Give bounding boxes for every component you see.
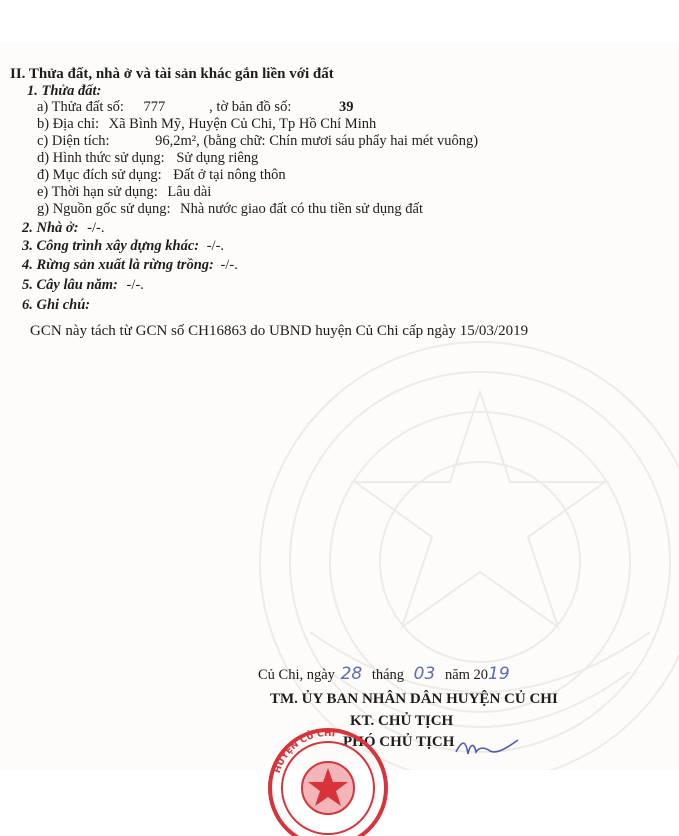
area-row (37, 133, 478, 149)
parcel-label: a) Thửa đất số: (37, 99, 124, 115)
date-year: 19 (488, 664, 510, 684)
purpose-label: đ) Mục đích sử dụng: (37, 167, 162, 183)
map-label: , tờ bản đồ số: (209, 99, 292, 115)
parcel-row (37, 99, 353, 115)
address-value: Xã Bình Mỹ, Huyện Củ Chi, Tp Hồ Chí Minh (108, 116, 377, 132)
parcel-number: 777 (143, 99, 166, 115)
use-form-row (37, 150, 258, 166)
term-label: e) Thời hạn sử dụng: (37, 184, 158, 200)
origin-row (37, 201, 423, 217)
date-month: 03 (413, 664, 436, 684)
map-number: 39 (338, 99, 354, 115)
use-form-label: d) Hình thức sử dụng: (37, 150, 165, 166)
origin-label: g) Nguồn gốc sử dụng: (37, 201, 171, 217)
date-line (258, 666, 510, 683)
note-text: GCN này tách từ GCN số CH16863 do UBND huyện Củ Chi cấp ngày 15/03/2019 (30, 323, 529, 339)
area-label: c) Diện tích: (37, 133, 110, 149)
purpose-value: Đất ở tại nông thôn (173, 167, 286, 183)
purpose-row (37, 167, 286, 183)
works-value: -/-. (206, 238, 225, 254)
origin-value: Nhà nước giao đất có thu tiền sử dụng đất (180, 201, 424, 217)
forest-row (22, 257, 238, 273)
land-heading: 1. Thửa đất: (27, 83, 102, 99)
address-row (37, 116, 376, 132)
date-place: Củ Chi, ngày (258, 667, 335, 683)
term-row (37, 184, 211, 200)
trees-row (22, 277, 144, 293)
trees-label: 5. Cây lâu năm: (22, 277, 118, 293)
use-form-value: Sử dụng riêng (176, 150, 259, 166)
house-label: 2. Nhà ở: (22, 220, 79, 236)
house-value: -/-. (87, 220, 105, 236)
date-day: 28 (340, 664, 363, 684)
section-title: II. Thửa đất, nhà ở và tài sản khác gắn liền với đất (10, 66, 334, 82)
term-value: Lâu dài (167, 184, 212, 200)
forest-label: 4. Rừng sản xuất là rừng trồng: (22, 257, 214, 273)
signer-position-1: KT. CHỦ TỊCH (350, 713, 454, 729)
notes-heading: 6. Ghi chú: (22, 297, 91, 313)
signer-position-2: PHÓ CHỦ TỊCH (343, 734, 455, 750)
forest-value: -/-. (220, 257, 238, 273)
works-label: 3. Công trình xây dựng khác: (22, 238, 200, 254)
official-seal-icon (258, 716, 398, 836)
address-label: b) Địa chỉ: (37, 116, 100, 132)
seal-text: HUYỆN CỦ CHI (272, 729, 336, 775)
house-row (22, 220, 104, 236)
certificate-page (0, 42, 679, 770)
trees-value: -/-. (126, 277, 144, 293)
date-year-label: năm 20 (444, 667, 489, 683)
date-month-label: tháng (371, 667, 405, 683)
area-value: 96,2m², (bằng chữ: Chín mươi sáu phẩy hai mét vuông) (155, 133, 479, 149)
signer-org: TM. ỦY BAN NHÂN DÂN HUYỆN CỦ CHI (270, 691, 558, 707)
works-row (22, 238, 224, 254)
signature-scribble (452, 734, 522, 764)
